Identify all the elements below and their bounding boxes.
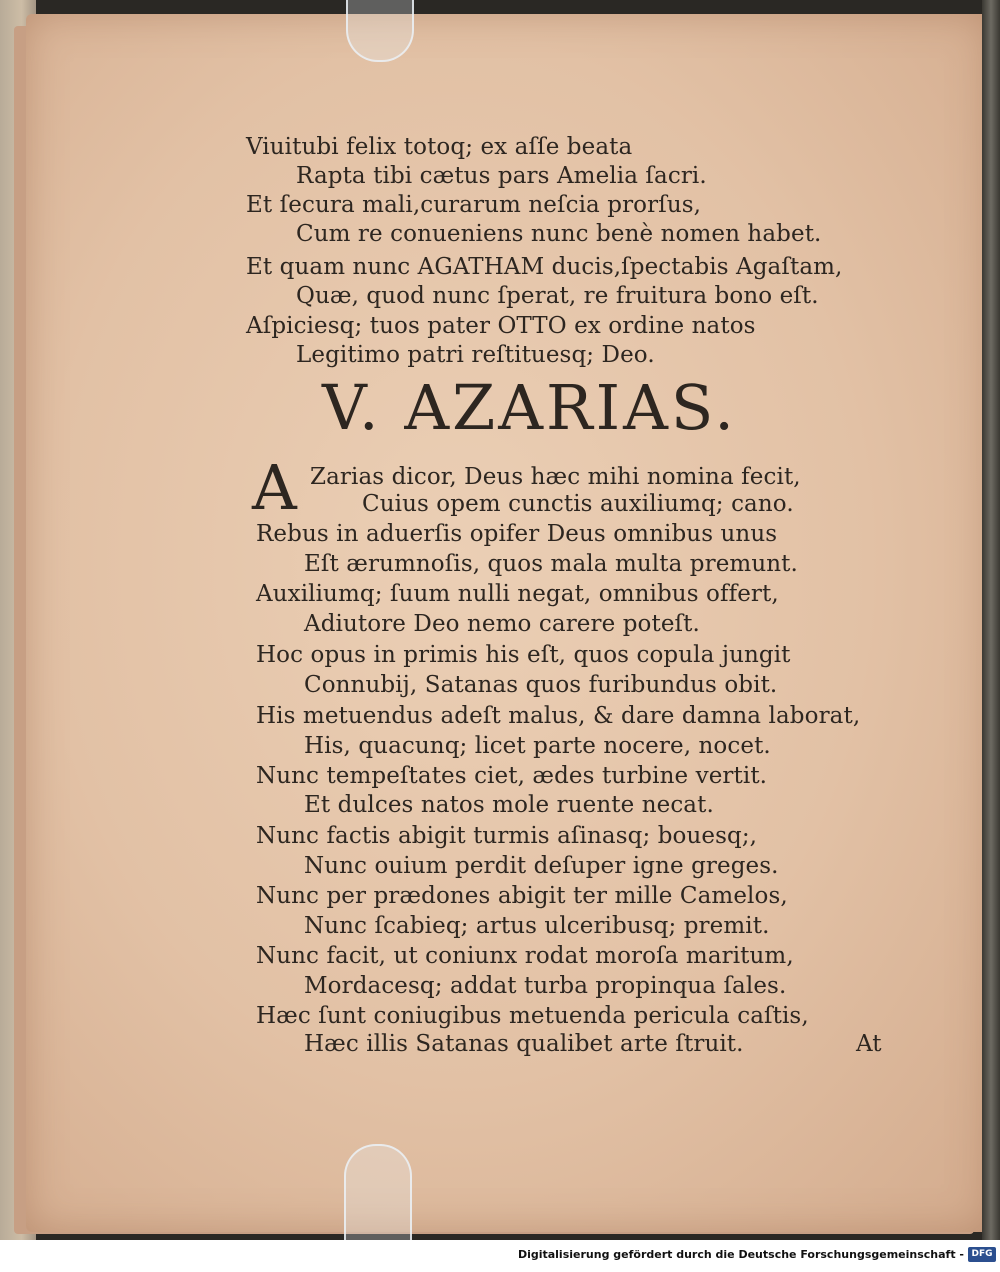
verse-line: Cum re conueniens nunc benè nomen habet. [296,221,822,247]
funding-credit: Digitalisierung gefördert durch die Deutsche Forschungsgemeinschaft - [517,1248,964,1261]
verse-line: Eſt ærumnoſis, quos mala multa premunt. [304,551,798,577]
verse-line: Hæc ſunt coniugibus metuenda pericula caſtis, [256,1003,809,1029]
verse-line: Rebus in aduerſis opifer Deus omnibus unus [256,521,778,547]
verse-line: His, quacunq; licet parte nocere, nocet. [304,733,771,759]
verse-line: Adiutore Deo nemo carere poteſt. [304,611,700,637]
verse-line: Nunc facit, ut coniunx rodat moroſa maritum, [256,943,794,969]
verse-line: Quæ, quod nunc ſperat, re fruitura bono eſt. [296,283,819,309]
verse-line: Legitimo patri reſtituesq; Deo. [296,342,655,368]
verse-line: Hoc opus in primis his eſt, quos copula jungit [256,642,791,668]
verse-line: Nunc tempeſtates ciet, ædes turbine vertit. [256,763,768,789]
verse-line: Zarias dicor, Deus hæc mihi nomina fecit, [310,464,801,490]
verse-line: His metuendus adeſt malus, & dare damna laborat, [256,703,861,729]
top-page-clip [346,0,414,62]
verse-line: Et dulces natos mole ruente necat. [304,792,714,818]
verse-line: Et quam nunc AGATHAM ducis,ſpectabis Agaſtam, [246,254,843,280]
verse-line: Mordacesq; addat turba propinqua ſales. [304,973,787,999]
verse-line: Nunc ouium perdit deſuper igne greges. [304,853,779,879]
drop-cap: A [252,451,297,524]
dfg-logo-icon: DFG [968,1247,996,1262]
verse-line: Nunc ſcabieq; artus ulceribusq; premit. [304,913,770,939]
verse-line: Et ſecura mali,curarum neſcia prorſus, [246,192,702,218]
verse-line: Viuitubi felix totoq; ex aſſe beata [246,134,633,160]
catchword: At [856,1031,882,1057]
verse-line: Nunc factis abigit turmis aſinasq; bouesq;, [256,823,758,849]
verse-line: Rapta tibi cætus pars Amelia ſacri. [296,163,707,189]
verse-line: Cuius opem cunctis auxiliumq; cano. [362,491,794,517]
verse-line: Auxiliumq; ſuum nulli negat, omnibus offert, [256,581,779,607]
digitization-footer [0,1240,1000,1272]
verse-line: Nunc per prædones abigit ter mille Camelos, [256,883,788,909]
verse-line: Connubij, Satanas quos furibundus obit. [304,672,778,698]
verse-line: Hæc illis Satanas qualibet arte ſtruit. [304,1031,744,1057]
section-heading: V. AZARIAS. [322,371,737,444]
verse-line: Aſpiciesq; tuos pater OTTO ex ordine natos [246,313,756,339]
